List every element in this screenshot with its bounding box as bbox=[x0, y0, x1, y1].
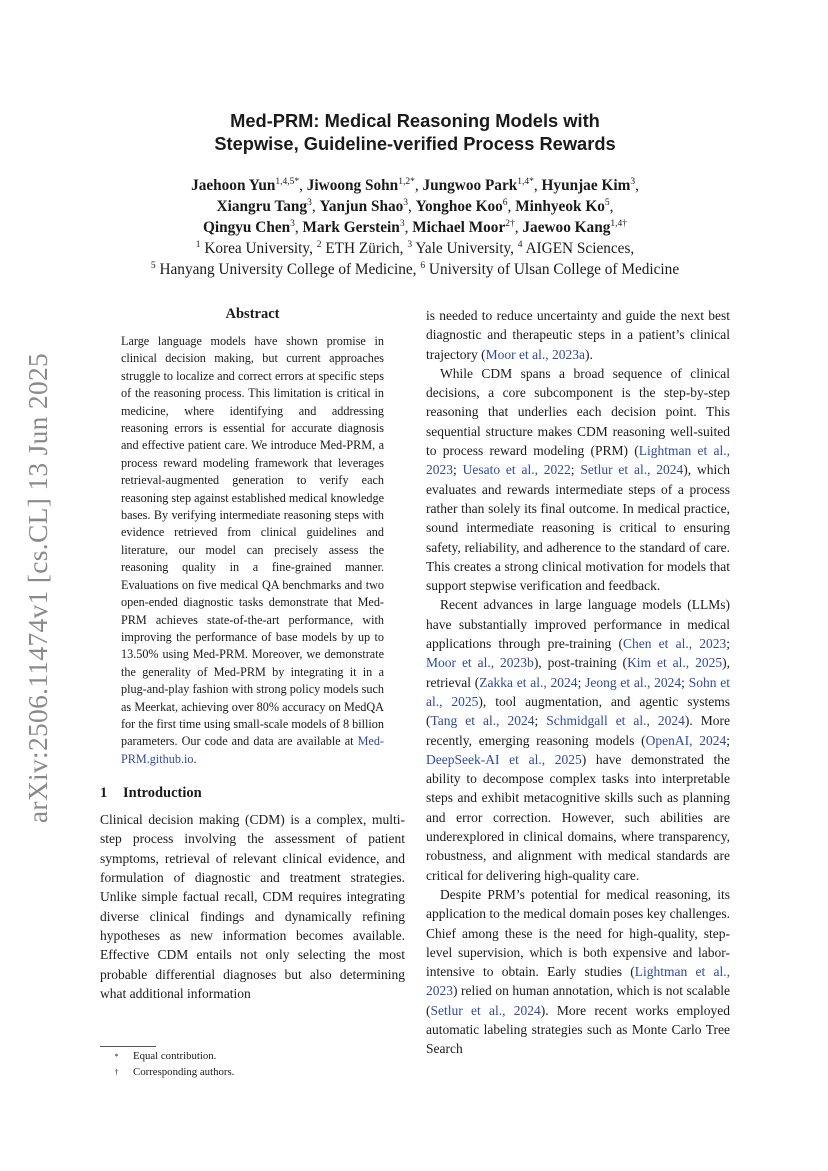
author-sup: 1,4† bbox=[610, 219, 627, 229]
author-block bbox=[100, 175, 730, 280]
text-run: ), tool augmentation, and agentic systems ( bbox=[426, 693, 730, 729]
text-run: ). bbox=[584, 346, 593, 362]
author-name: Jiwoong Sohn bbox=[306, 177, 399, 194]
footnote-mark: * bbox=[114, 1052, 119, 1061]
title-line-1: Med-PRM: Medical Reasoning Models with bbox=[230, 110, 600, 131]
text-run: Recent advances in large language models (LLMs) have substantially improved performance in medical applications through pre-training ( bbox=[426, 597, 730, 652]
citation-link[interactable]: Kim et al., 2025 bbox=[627, 655, 723, 671]
author-name: Jaehoon Yun bbox=[191, 177, 276, 194]
affiliation-sup: 2 bbox=[316, 240, 322, 250]
abstract-heading: Abstract bbox=[225, 306, 280, 322]
footnote-text: Equal contribution. bbox=[133, 1050, 217, 1062]
affiliation-line-2: $^5$ Hanyang University College of Medicine, $^6$ University of Ulsan College of Medicine bbox=[150, 261, 680, 278]
affiliation: Korea University bbox=[204, 240, 310, 257]
paper-title bbox=[100, 109, 730, 155]
affiliation: AIGEN Sciences bbox=[525, 240, 631, 257]
title-line-2: Stepwise, Guideline-verified Process Rewards bbox=[214, 133, 616, 154]
author-sup: 1,4,5* bbox=[275, 177, 300, 187]
author-sup: 3 bbox=[399, 219, 405, 229]
affiliation-line-1: $^1$ Korea University, $^2$ ETH Zürich, $^3$ Yale University, $^4$ AIGEN Sciences, bbox=[195, 240, 635, 257]
author-sup: 2† bbox=[505, 219, 515, 229]
text-run: ). More recent works employed automatic labeling strategies such as Monte Carlo Tree Search bbox=[426, 1002, 731, 1057]
footnote-item bbox=[100, 1065, 400, 1081]
author-sup: 3 bbox=[290, 219, 295, 229]
text-run: ). More recently, emerging reasoning models ( bbox=[426, 713, 730, 748]
intro-paragraph-2: While CDM spans a broad sequence of clinical decisions, a core subcomponent is the step-by-step reasoning that underlies each decision point. This sequential structure makes CDM reasoning well-suited to process reward modeling (PRM) (Lightman et al., 2023; Uesato et al., 2022; Setlur et al., 2024), which evaluates and rewards intermediate steps of a process rather than solely its final outcome. In medical practice, sound intermediate reasoning is critical to ensuring safety, reliability, and adherence to the standard of care. This creates a strong clinical motivation for models that support stepwise verification and feedback. bbox=[426, 365, 730, 594]
citation-link[interactable]: Chen et al., 2023 bbox=[622, 636, 727, 652]
citation-link[interactable]: Lightman et al., 2023 bbox=[426, 964, 731, 999]
left-column bbox=[100, 306, 405, 1003]
text-run: Despite PRM’s potential for medical reasoning, its application to the medical domain poses key challenges. Chief among these is the need for high-quality, step-level supervision, which is both expensive and labor-intensive to obtain. Early studies ( bbox=[426, 886, 730, 980]
section-title: Introduction bbox=[123, 785, 202, 802]
citation-link[interactable]: OpenAI, 2024 bbox=[645, 732, 727, 748]
author-name: Xiangru Tang bbox=[216, 198, 308, 215]
footnote-rule bbox=[100, 1046, 156, 1047]
section-heading-introduction bbox=[100, 785, 405, 802]
text-run: While CDM spans a broad sequence of clinical decisions, a core subcomponent is the step-by-step reasoning that underlies each decision point. This sequential structure makes CDM reasoning well-suited to process reward modeling (PRM) ( bbox=[426, 365, 730, 459]
author-sup: 1,4* bbox=[517, 177, 534, 187]
author-sup: 3 bbox=[307, 198, 312, 208]
text-run: ) relied on human annotation, which is not scalable ( bbox=[426, 983, 730, 1018]
citation-link[interactable]: Schmidgall et al., 2024 bbox=[546, 713, 685, 729]
affiliation-sup: 6 bbox=[420, 261, 426, 271]
intro-paragraph-1: Clinical decision making (CDM) is a complex, multi-step process involving the assessment of patient symptoms, retrieval of relevant clinical evidence, and formulation of diagnostic and treatment strategies. Unlike simple factual recall, CDM requires integrating diverse clinical findings and dynamically refining hypotheses as new information becomes available. Effective CDM entails not only selecting the most probable differential diagnoses but also determining what additional information bbox=[100, 812, 405, 1001]
affiliation: Yale University bbox=[415, 240, 511, 257]
author-name: Michael Moor bbox=[412, 219, 506, 236]
author-name: Mark Gerstein bbox=[302, 219, 400, 236]
affiliation: University of Ulsan College of Medicine bbox=[428, 261, 680, 278]
affiliation-sup: 3 bbox=[407, 240, 413, 250]
text-run: ) have demonstrated the ability to decompose complex tasks into interpretable steps and exhibit metacognitive skills such as planning and error correction. However, such abilities are underexplored in clinical domains, where transparency, robustness, and alignment with medical standards are critical for delivering high-quality care. bbox=[426, 751, 730, 883]
author-line-1: Jaehoon Yun$^{1,4,5*}$, Jiwoong Sohn$^{1,2*}$, Jungwoo Park$^{1,4*}$, Hyunjae Kim$^3$, bbox=[191, 177, 639, 194]
affiliation: ETH Zürich bbox=[325, 240, 400, 257]
citation-link[interactable]: Jeong et al., 2024 bbox=[585, 674, 682, 690]
footnote-item bbox=[100, 1049, 400, 1065]
right-column bbox=[426, 306, 730, 1059]
text-run: ), post-training ( bbox=[533, 655, 628, 671]
author-name: Yonghoe Koo bbox=[415, 198, 503, 215]
citation-link[interactable]: Moor et al., 2023b bbox=[426, 655, 534, 671]
abstract-text: Large language models have shown promise in clinical decision making, but current approaches struggle to localize and correct errors at specific steps of the reasoning process. This limitation is critical in medicine, where identifying and addressing reasoning errors is essential for accurate diagnosis and effective patient care. We introduce Med-PRM, a process reward modeling framework that leverages retrieval-augmented generation to verify each reasoning step against established medical knowledge bases. By verifying intermediate reasoning steps with evidence retrieved from clinical guidelines and literature, our model can precisely assess the reasoning quality in a fine-grained manner. Evaluations on five medical QA benchmarks and two open-ended diagnostic tasks demonstrate that Med-PRM achieves state-of-the-art performance, with improving the performance of base models by up to 13.50% using Med-PRM. Moreover, we demonstrate the generality of Med-PRM by integrating it in a plug-and-play fashion with strong policy models such as Meerkat, achieving over 80% accuracy on MedQA for the first time using small-scale models of 8 billion parameters. Our code and data are available at bbox=[121, 334, 384, 749]
affiliation-sup: 5 bbox=[150, 261, 156, 271]
abstract-body: Large language models have shown promise in clinical decision making, but current approaches struggle to localize and correct errors at specific steps of the reasoning process. This limitation is critical in medicine, where identifying and addressing reasoning errors is essential for accurate diagnosis and effective patient care. We introduce Med-PRM, a process reward modeling framework that leverages retrieval-augmented generation to verify each reasoning step against established medical knowledge bases. By verifying intermediate reasoning steps with evidence retrieved from clinical guidelines and literature, our model can precisely assess the reasoning quality in a fine-grained manner. Evaluations on five medical QA benchmarks and two open-ended diagnostic tasks demonstrate that Med-PRM achieves state-of-the-art performance, with improving the performance of base models by up to 13.50% using Med-PRM. Moreover, we demonstrate the generality of Med-PRM by integrating it in a plug-and-play fashion with strong policy models such as Meerkat, achieving over 80% accuracy on MedQA for the first time using small-scale models of 8 billion parameters. Our code and data are available at Med-PRM.github.io. bbox=[121, 334, 384, 766]
author-name: Qingyu Chen bbox=[202, 219, 291, 236]
author-name: Hyunjae Kim bbox=[541, 177, 631, 194]
affiliation: Hanyang University College of Medicine bbox=[159, 261, 413, 278]
footnotes bbox=[100, 1049, 400, 1080]
citation-link[interactable]: Uesato et al., 2022 bbox=[462, 462, 571, 478]
citation-link[interactable]: Moor et al., 2023a bbox=[485, 346, 585, 362]
text-run: is needed to reduce uncertainty and guide the next best diagnostic and therapeutic steps in a patient’s clinical trajectory ( bbox=[426, 308, 730, 362]
author-name: Yanjun Shao bbox=[319, 198, 404, 215]
project-link[interactable]: Med-PRM.github.io bbox=[121, 734, 384, 766]
footnote-mark: † bbox=[114, 1067, 119, 1077]
author-sup: 6 bbox=[502, 198, 508, 208]
author-sup: 1,2* bbox=[398, 177, 415, 187]
arxiv-sidebar-stamp bbox=[16, 347, 60, 829]
author-sup: 3 bbox=[403, 198, 409, 208]
author-sup: 3 bbox=[630, 177, 636, 187]
intro-paragraph-4 bbox=[426, 885, 730, 1059]
citation-link[interactable]: Zakka et al., 2024 bbox=[479, 674, 578, 690]
text-run: ), retrieval ( bbox=[426, 655, 730, 690]
affiliation-sup: 4 bbox=[517, 240, 523, 250]
citation-link[interactable]: DeepSeek-AI et al., 2025 bbox=[426, 751, 582, 767]
author-name: Jungwoo Park bbox=[422, 177, 518, 194]
affiliation-sup: 1 bbox=[195, 240, 201, 250]
intro-paragraph-3: Recent advances in large language models (LLMs) have substantially improved performance in medical applications through pre-training (Chen et al., 2023; Moor et al., 2023b), post-training (Kim et al., 2025), retrieval (Zakka et al., 2024; Jeong et al., 2024; Sohn et al., 2025), tool augmentation, and agentic systems (Tang et al., 2024; Schmidgall et al., 2024). More recently, emerging reasoning models (OpenAI, 2024; DeepSeek-AI et al., 2025) have demonstrated the ability to decompose complex tasks into interpretable steps and exhibit metacognitive skills such as planning and error correction. However, such abilities are underexplored in clinical domains, where transparency, robustness, and alignment with medical standards are critical for delivering high-quality care. bbox=[426, 597, 731, 883]
arxiv-identifier: arXiv:2506.11474v1 [cs.CL] 13 Jun 2025 bbox=[22, 352, 54, 824]
author-name: Jaewoo Kang bbox=[522, 219, 611, 236]
citation-link[interactable]: Lightman et al., 2023 bbox=[426, 443, 730, 478]
section-number: 1 bbox=[100, 785, 108, 802]
author-line-2: Xiangru Tang$^3$, Yanjun Shao$^3$, Yonghoe Koo$^6$, Minhyeok Ko$^5$, bbox=[216, 198, 614, 215]
author-line-3: Qingyu Chen$^3$, Mark Gerstein$^3$, Michael Moor$^{2\dagger}$, Jaewoo Kang$^{1,4\dagger}$ bbox=[202, 219, 627, 236]
footnote-text: Corresponding authors. bbox=[133, 1065, 235, 1078]
citation-link[interactable]: Setlur et al., 2024 bbox=[430, 1002, 541, 1018]
citation-link[interactable]: Sohn et al., 2025 bbox=[426, 674, 730, 709]
text-run: ), which evaluates and rewards intermediate steps of a process rather than solely its final outcome. In medical practice, sound intermediate reasoning is critical to ensuring safety, reliability, and adherence to the standard of care. This creates a strong clinical motivation for models that support stepwise verification and feedback. bbox=[426, 462, 730, 594]
citation-link[interactable]: Tang et al., 2024 bbox=[430, 713, 535, 729]
citation-link[interactable]: Setlur et al., 2024 bbox=[580, 462, 684, 478]
author-name: Minhyeok Ko bbox=[515, 198, 605, 215]
author-sup: 5 bbox=[604, 198, 610, 208]
intro-paragraph-1-continued bbox=[426, 306, 730, 364]
